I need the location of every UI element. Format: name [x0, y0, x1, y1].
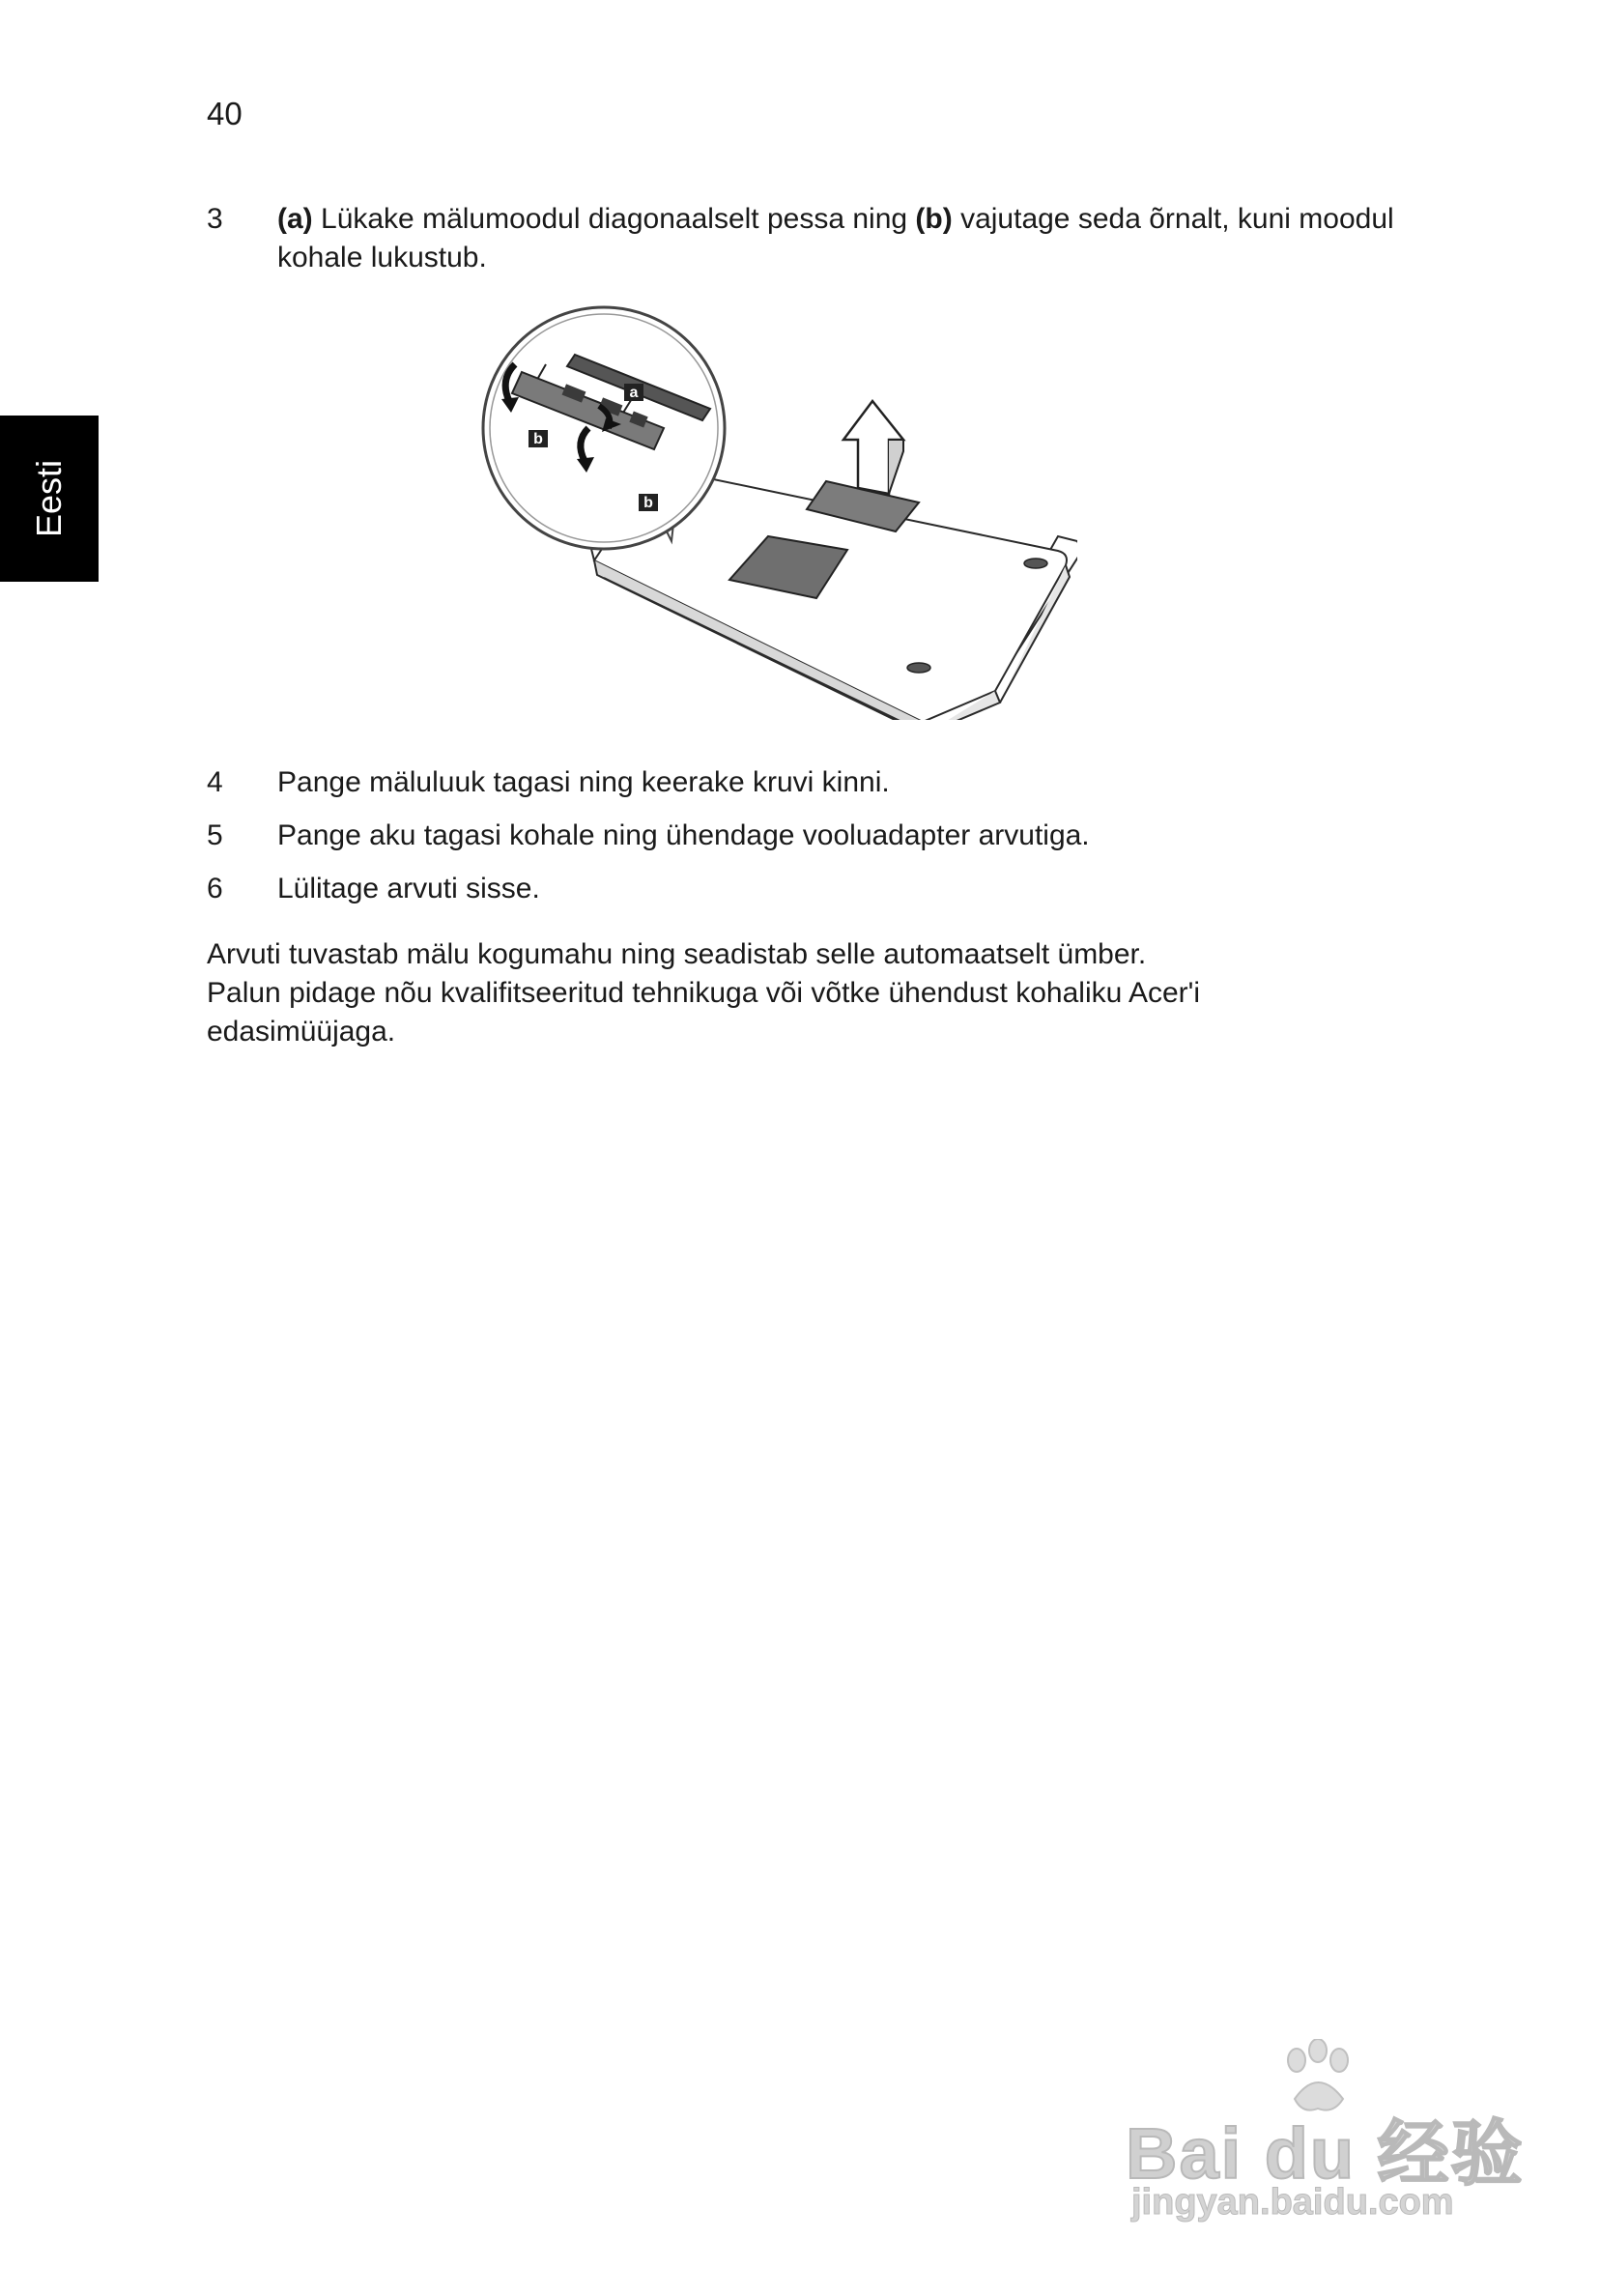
svg-text:b: b [533, 431, 543, 447]
part-b-label: (b) [915, 203, 953, 235]
callout-label-b [529, 430, 548, 447]
watermark-logo: Bai du 经验 [1126, 2113, 1525, 2194]
svg-text:a: a [629, 385, 639, 401]
memory-module-illustration [478, 304, 1077, 720]
step-text: Pange mäluluuk tagasi ning keerake kruvi kinni. [277, 766, 890, 798]
step-number: 6 [207, 873, 223, 904]
language-tab-label: Eesti [29, 459, 69, 538]
callout-label-a [624, 384, 643, 401]
part-b-text: vajutage seda õrnalt, kuni moodul kohale lukustub. [277, 203, 1394, 273]
step-text: Pange aku tagasi kohale ning ühendage vooluadapter arvutiga. [277, 819, 1090, 851]
page-number: 40 [207, 96, 243, 131]
step-text: Lülitage arvuti sisse. [277, 873, 540, 904]
step-4 [207, 763, 1405, 802]
step-number: 4 [207, 766, 223, 798]
step-6 [207, 870, 1405, 908]
step-number: 3 [207, 203, 223, 235]
step-5 [207, 817, 1405, 855]
foot [907, 663, 930, 673]
part-a-label: (a) [277, 203, 313, 235]
paragraph-line: edasimüüjaga. [207, 1016, 396, 1048]
callout-label-b [639, 494, 658, 511]
step-text [277, 200, 1398, 277]
svg-text:b: b [643, 495, 653, 511]
baidu-watermark [1126, 2039, 1525, 2232]
paragraph-line: Palun pidage nõu kvalifitseeritud tehnikuga või võtke ühendust kohaliku Acer'i [207, 977, 1201, 1009]
watermark-url: jingyan.baidu.com [1131, 2182, 1454, 2223]
part-a-text: Lükake mälumoodul diagonaalselt pessa ning [312, 203, 916, 235]
language-tab [0, 416, 99, 582]
step-number: 5 [207, 819, 223, 851]
foot [1024, 559, 1047, 568]
step-3 [207, 200, 1405, 277]
paragraph-line: Arvuti tuvastab mälu kogumahu ning seadistab selle automaatselt ümber. [207, 938, 1147, 970]
closing-paragraph [207, 935, 1405, 1051]
